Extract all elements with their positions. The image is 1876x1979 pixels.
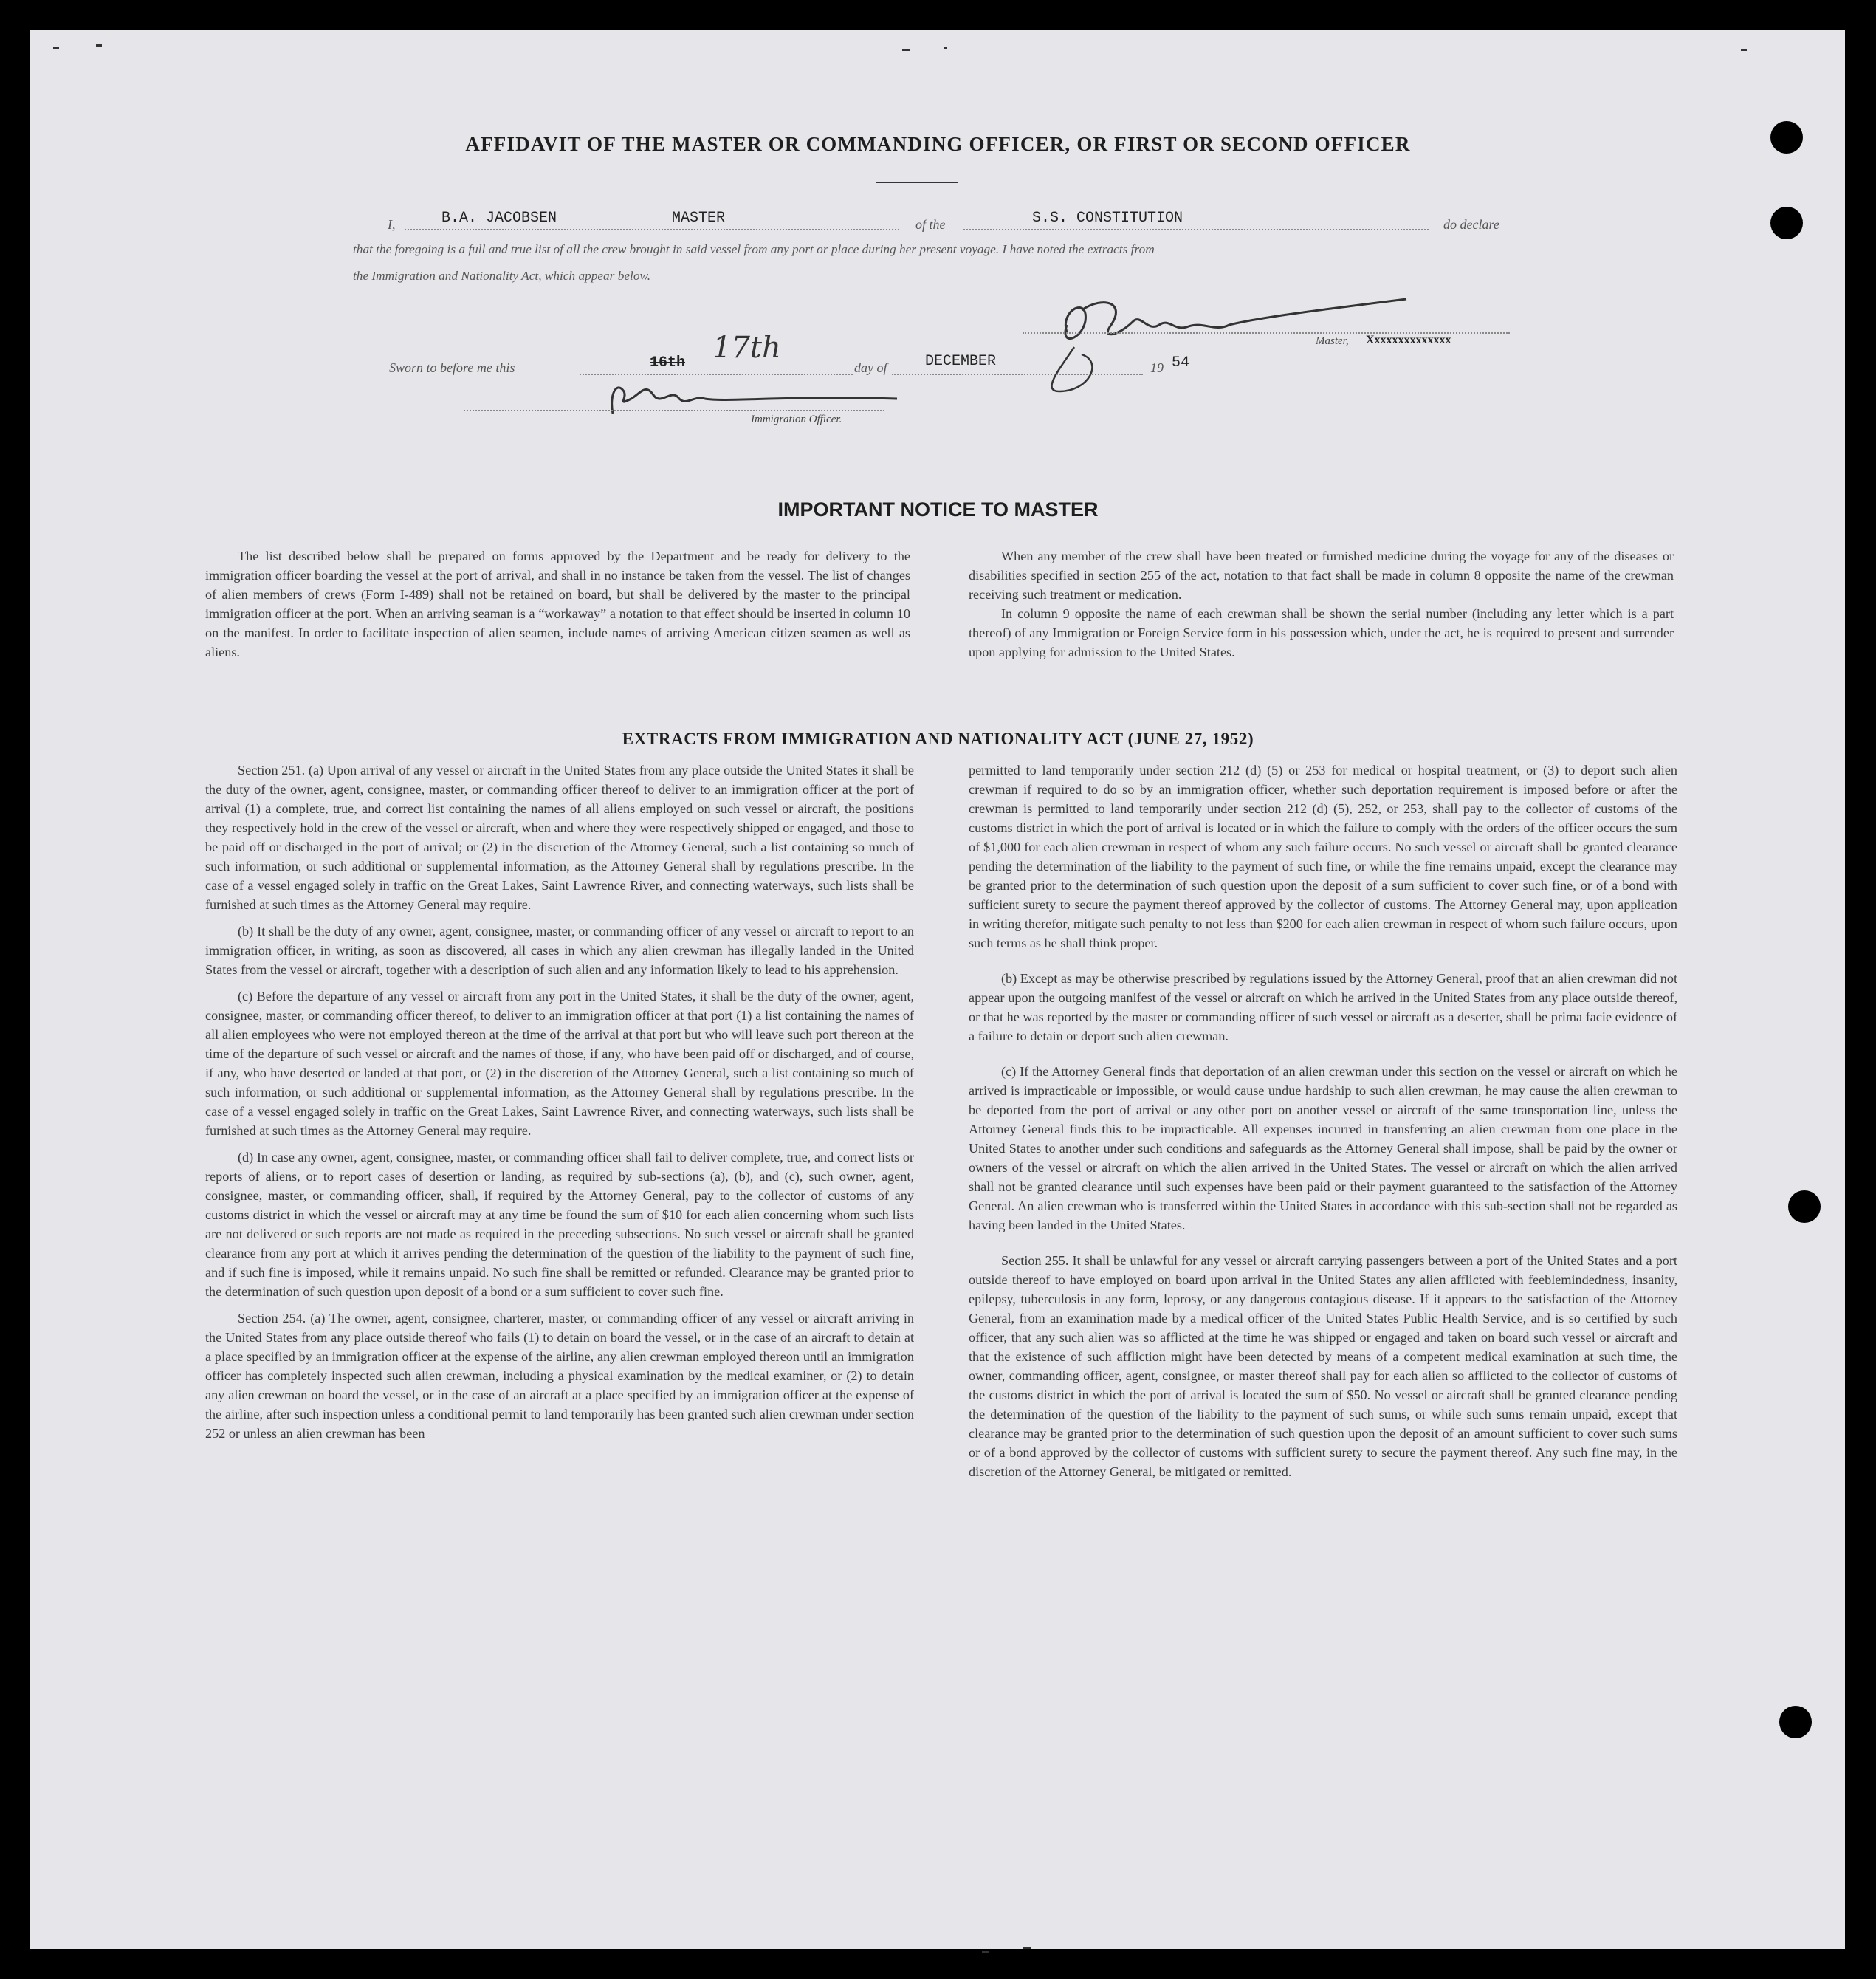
notice-paragraph: The list described below shall be prepared on forms approved by the Department and be ready for delivery to the immigration officer boarding the vessel at the port of arrival, and shall in no instance be taken from the vessel. The list of changes of alien members of crews (Form I-489) shall not be retained on board, but shall be delivered by the master to the principal immigration officer at the port. When an arriving seaman is a “workaway” a notation to that effect should be inserted in column 10 on the manifest. In order to facilitate inspection of alien seamen, include names of arriving American citizen seamen as well as aliens. xyxy=(205,549,910,659)
master-name: B.A. JACOBSEN xyxy=(441,210,557,227)
extracts-left-column xyxy=(205,761,914,1450)
statute-paragraph: Section 254. (a) The owner, agent, consignee, charterer, master, or commanding officer of any vessel or aircraft arriving in the United States from any place outside thereof who fails (1) to detain on board the vessel, or in the case of an aircraft to detain at a place specified by an immigration officer at the expense of the airline, any alien crewman employed thereon until an immigration officer has completely inspected such alien crewman, including a physical examination by the medical examiner, or (2) to detain any alien crewman on board the vessel, or in the case of an aircraft at a place specified by an immigration officer at the expense of the airline, after such inspection unless a conditional permit to land temporarily has been granted such alien crewman under section 252 or unless an alien crewman has been xyxy=(205,1311,914,1441)
scan-speck xyxy=(1741,49,1747,51)
binder-hole xyxy=(1788,1190,1821,1223)
year-suffix: 54 xyxy=(1172,354,1190,371)
title-divider xyxy=(876,182,958,183)
scan-speck xyxy=(96,44,102,47)
affidavit-title: AFFIDAVIT OF THE MASTER OR COMMANDING OFFICER, OR FIRST OR SECOND OFFICER xyxy=(465,133,1411,155)
do-declare-label: do declare xyxy=(1443,217,1499,232)
officer-signature-line xyxy=(464,410,884,411)
binder-hole xyxy=(1779,1706,1812,1738)
statute-paragraph: (c) Before the departure of any vessel or aircraft from any port in the United States, it shall be the duty of the owner, agent, consignee, master, or commanding officer thereof, to deliver to an immigration officer at that port (1) a list containing the names of all alien employees who were not employed thereon at the time of the arrival at that port but who will leave such port thereon at the time of the departure of such vessel or aircraft and the names of those, if any, who have been paid off or discharged, and of course, if any, who have deserted or landed at that port, or (2) in the discretion of the Attorney General, such a list containing so much of such information, or such additional or supplemental information, as the Attorney General shall by regulations prescribe. In the case of a vessel engaged solely in traffic on the Great Lakes, Saint Lawrence River, and connecting waterways, such lists shall be furnished at such times as the Attorney General may require. xyxy=(205,989,914,1138)
notice-paragraph: When any member of the crew shall have been treated or furnished medicine during the voyage for any of the diseases or disabilities specified in section 255 of the act, notation to that fact shall be made in column 8 opposite the name of the crewman receiving such treatment or medication. xyxy=(969,549,1674,602)
day-struck: 16th xyxy=(650,354,686,371)
statute-paragraph: (b) It shall be the duty of any owner, agent, consignee, master, or commanding officer of any vessel or aircraft to report to an immigration officer, in writing, as soon as discovered, all cases in which any alien crewman has illegally landed in the United States from the vessel or aircraft, together with a description of such alien and any information likely to lead to his apprehension. xyxy=(205,924,914,977)
officer-label: Immigration Officer. xyxy=(751,414,842,425)
master-rank: MASTER xyxy=(672,210,726,227)
statute-paragraph: Section 255. It shall be unlawful for any vessel or aircraft carrying passengers between a port of the United States and a port outside thereof to have employed on board upon arrival in the United States any alien afflicted with feeblemindedness, insanity, epilepsy, tuberculosis in any form, leprosy, or any dangerous contagious disease. If it appears to the satisfaction of the Attorney General, from an examination made by a medical officer of the United States Public Health Service, and is so certified by such officer, that any such alien was so afflicted at the time he was shipped or engaged and taken on board such vessel or aircraft and that the existence of such affliction might have been detected by means of a competent medical examination at such time, the owner, commanding officer, agent, consignee, or master thereof shall pay for each alien so afflicted to the collector of customs of the customs district in which the port of arrival is located the sum of $50. No vessel or aircraft shall be granted clearance pending the determination of the question of the liability to the payment of such sums, or while such sums remain unpaid, except that clearance may be granted prior to the determination of such question upon the deposit of an amount sufficient to cover such sums or of a bond approved by the collector of customs with sufficient surety to secure the payment thereof. Any such fine may, in the discretion of the Attorney General, be mitigated or remitted. xyxy=(969,1253,1677,1479)
notice-right-column xyxy=(969,546,1674,669)
month-fill-line xyxy=(892,374,1143,375)
month-value: DECEMBER xyxy=(925,353,997,370)
day-of-label: day of xyxy=(854,360,887,375)
scan-speck xyxy=(982,1951,989,1953)
vessel-fill-line xyxy=(963,229,1429,230)
extracts-right-column xyxy=(969,761,1677,1489)
declaration-line-3: the Immigration and Nationality Act, which appear below. xyxy=(353,269,651,283)
notice-left-column xyxy=(205,546,910,669)
vessel-name: S.S. CONSTITUTION xyxy=(1032,210,1183,227)
binder-hole xyxy=(1770,207,1803,239)
statute-paragraph: (b) Except as may be otherwise prescribed by regulations issued by the Attorney General, proof that an alien crewman did not appear upon the outgoing manifest of the vessel or aircraft on which he arrived in the United States from any place outside thereof, or that he was reported by the master or commanding officer of such vessel or aircraft as a deserter, shall be prima facie evidence of a failure to detain or deport such alien crewman. xyxy=(969,971,1677,1043)
master-struck-title: Xxxxxxxxxxxxxx xyxy=(1366,334,1451,346)
year-prefix: 19 xyxy=(1150,360,1164,375)
pronoun-label: I, xyxy=(388,217,396,232)
statute-paragraph: (d) In case any owner, agent, consignee, master, or commanding officer shall fail to deliver complete, true, and correct lists or reports of aliens, or to report cases of desertion or landing, as required by sub-sections (a), (b), and (c), such owner, agent, consignee, master, or commanding officer, shall, if required by the Attorney General, pay to the collector of customs of any customs district in which the vessel or aircraft may at any time be found the sum of $10 for each alien concerning whom such lists are not delivered or such reports are not made as required in the preceding subsections. No such vessel or aircraft shall be granted clearance from any port at which it arrives pending the determination of the question of the liability to the payment of such fine, and if such fine is imposed, while it remains unpaid. No such fine shall be remitted or refunded. Clearance may be granted prior to the determination of such question upon deposit of a bond or a sum sufficient to cover such fine. xyxy=(205,1150,914,1299)
master-label: Master, xyxy=(1316,335,1349,347)
scan-speck xyxy=(1023,1947,1031,1949)
statute-paragraph: Section 251. (a) Upon arrival of any vessel or aircraft in the United States from any place outside the United States it shall be the duty of the owner, agent, consignee, master, or commanding officer thereof to deliver to an immigration officer at the port of arrival (1) a complete, true, and correct list containing the names of all aliens employed on such vessel or aircraft, the positions they respectively hold in the crew of the vessel or aircraft, when and where they were respectively shipped or engaged, and those to be paid off or discharged in the port of arrival; or (2) in the discretion of the Attorney General, such a list containing so much of such information, or such additional or supplemental information, as the Attorney General shall by regulations prescribe. In the case of a vessel engaged solely in traffic on the Great Lakes, Saint Lawrence River, and connecting waterways, such lists shall be furnished at such times as the Attorney General may require. xyxy=(205,763,914,912)
scan-speck xyxy=(944,47,947,49)
name-fill-line xyxy=(405,229,899,230)
day-handwritten: 17th xyxy=(712,331,781,365)
notice-paragraph: In column 9 opposite the name of each crewman shall be shown the serial number (including any letter which is a part thereof) of any Immigration or Foreign Service form in his possession which, under the act, he is required to present and surrender upon applying for admission to the United States. xyxy=(969,606,1674,659)
extracts-title: EXTRACTS FROM IMMIGRATION AND NATIONALITY ACT (JUNE 27, 1952) xyxy=(622,730,1254,748)
sworn-label: Sworn to before me this xyxy=(389,360,515,375)
notice-title: IMPORTANT NOTICE TO MASTER xyxy=(777,498,1099,521)
statute-paragraph: (c) If the Attorney General finds that deportation of an alien crewman under this section on the vessel or aircraft on which he arrived is impracticable or impossible, or would cause undue hardship to such alien crewman, he may cause the alien crewman to be deported from the port of arrival or any other port on another vessel or aircraft of the same transportation line, unless the Attorney General finds this to be impracticable. All expenses incurred in transferring an alien crewman from one place in the United States to another under such conditions and safeguards as the Attorney General shall impose, shall be paid by the owner or owners of the vessel or aircraft on which the alien arrived in the United States. The vessel or aircraft on which the alien arrived shall not be granted clearance until such expenses have been paid or their payment guaranteed to the satisfaction of the Attorney General. An alien crewman who is transferred within the United States in accordance with this sub-section shall not be regarded as having been landed in the United States. xyxy=(969,1064,1677,1232)
scan-speck xyxy=(53,47,59,49)
declaration-line-2: that the foregoing is a full and true list of all the crew brought in said vessel from any port or place during her present voyage. I have noted the extracts from xyxy=(353,242,1155,256)
statute-paragraph: permitted to land temporarily under section 212 (d) (5) or 253 for medical or hospital treatment, or (3) to deport such alien crewman if required to do so by an immigration officer, whether such deportation requirement is imposed before or after the crewman is permitted to land temporarily under section 212 (d) (5), 252, or 253, shall pay to the collector of customs of the customs district in which the port of arrival is located or in which the failure to comply with the orders of the officer occurs the sum of $1,000 for each alien crewman in respect of whom any such failure occurs. No such vessel or aircraft shall be granted clearance pending the determination of the liability to the payment of such fine, or while the fine remains unpaid, except the clearance may be granted prior to the determination of such question upon the deposit of a sum sufficient to cover such fine, or of a bond with sufficient surety to secure the payment thereof approved by the collector of customs. The Attorney General may, upon application in writing therefor, mitigate such penalty to not less than $200 for each alien crewman in respect of whom such failure occurs, upon such terms as he shall think proper. xyxy=(969,763,1677,950)
of-the-label: of the xyxy=(915,217,946,232)
scan-speck xyxy=(902,49,910,51)
